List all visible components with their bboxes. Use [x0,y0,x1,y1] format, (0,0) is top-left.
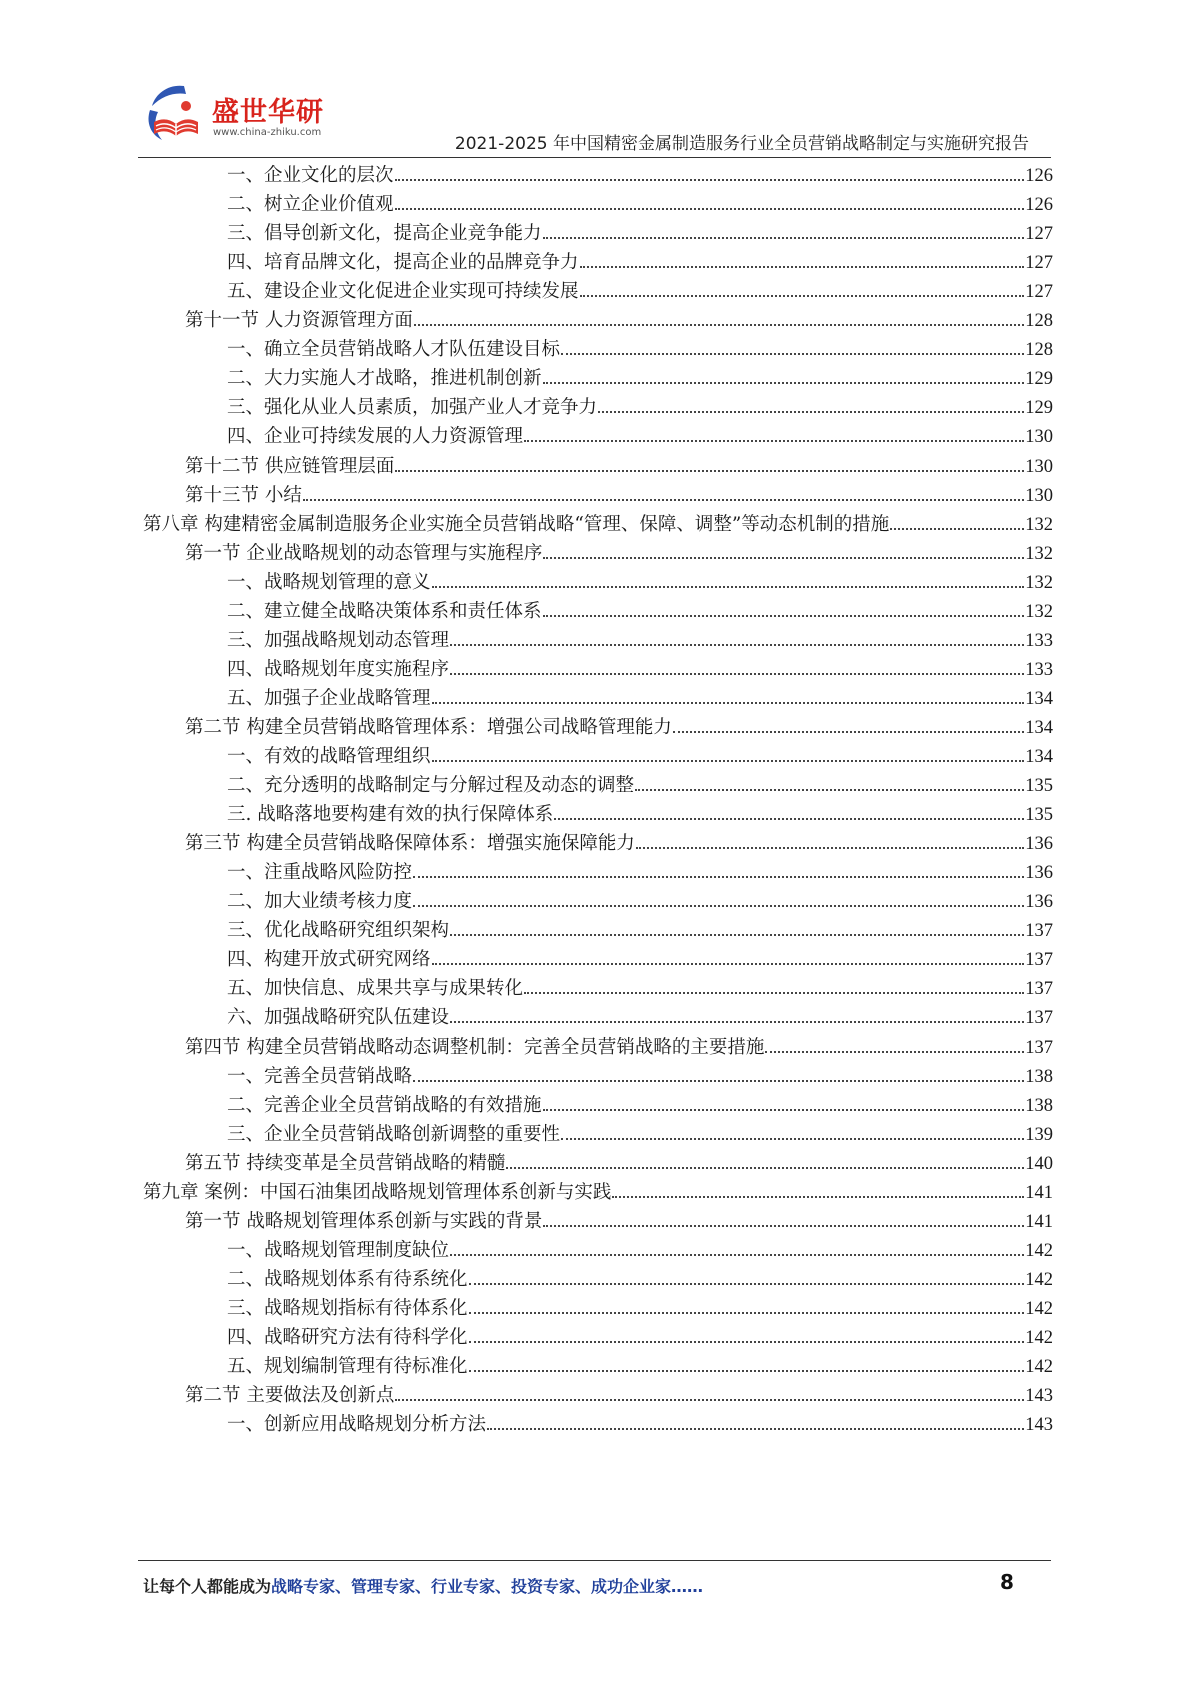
toc-entry[interactable] [227,1409,1053,1440]
toc-entry[interactable] [185,1032,1053,1063]
toc-entry-title: 第三节 构建全员营销战略保障体系：增强实施保障能力 [185,833,635,855]
toc-entry-title: 第十三节 小结 [185,484,302,506]
toc-entry[interactable] [227,799,1053,830]
toc-leader-dots [450,1242,1024,1256]
toc-entry-page: 136 [1025,863,1053,884]
toc-entry-page: 136 [1025,834,1053,855]
toc-entry-page: 142 [1025,1269,1053,1290]
toc-entry-title: 第九章 案例：中国石油集团战略规划管理体系创新与实践 [143,1181,612,1203]
toc-entry[interactable] [227,886,1053,917]
toc-leader-dots [450,922,1024,936]
toc-entry-page: 127 [1025,224,1053,245]
toc-entry-page: 140 [1025,1153,1053,1174]
toc-entry[interactable] [227,944,1053,975]
page-number: 8 [1000,1570,1014,1594]
toc-leader-dots [413,864,1024,878]
toc-entry-title: 第一节 企业战略规划的动态管理与实施程序 [185,542,543,564]
toc-entry[interactable] [143,509,1053,540]
toc-leader-dots [432,748,1025,762]
toc-entry[interactable] [227,1264,1053,1295]
toc-entry-page: 137 [1025,921,1053,942]
toc-entry[interactable] [185,305,1053,336]
toc-leader-dots [543,225,1025,239]
toc-entry[interactable] [227,1293,1053,1324]
report-title: 2021-2025 年中国精密金属制造服务行业全员营销战略制定与实施研究报告 [454,134,1029,154]
toc-entry-title: 第八章 构建精密金属制造服务企业实施全员营销战略“管理、保障、调整”等动态机制的措施 [143,513,890,535]
toc-entry[interactable] [227,334,1053,365]
toc-leader-dots [890,516,1024,530]
toc-entry-title: 四、战略研究方法有待科学化 [227,1327,468,1348]
toc-entry-page: 135 [1025,776,1053,797]
toc-entry-page: 133 [1025,630,1053,651]
toc-leader-dots [450,632,1024,646]
toc-entry-page: 132 [1025,572,1053,593]
toc-entry[interactable] [227,189,1053,220]
toc-entry-page: 129 [1025,369,1053,390]
toc-entry-page: 137 [1025,1037,1053,1058]
toc-leader-dots [414,312,1024,326]
toc-leader-dots [636,835,1024,849]
toc-entry[interactable] [227,770,1053,801]
footer-slogan [143,1574,703,1597]
toc-leader-dots [543,1097,1025,1111]
toc-entry-page: 127 [1025,253,1053,274]
toc-leader-dots [765,1039,1024,1053]
header-divider [138,157,1051,158]
toc-leader-dots [487,1416,1024,1430]
toc-entry-page: 138 [1025,1095,1053,1116]
toc-entry[interactable] [227,160,1053,191]
toc-entry-title: 一、注重战略风险防控 [227,862,413,884]
toc-entry[interactable] [227,1119,1053,1150]
slogan-highlight: 战略专家、管理专家、行业专家、投资专家、成功企业家…… [271,1577,704,1596]
toc-entry-title: 第二节 主要做法及创新点 [185,1385,395,1407]
toc-entry[interactable] [227,1002,1053,1033]
toc-entry-page: 134 [1025,717,1053,738]
toc-entry[interactable] [143,1177,1053,1208]
toc-entry-title: 四、构建开放式研究网络 [227,949,431,971]
toc-entry-page: 130 [1025,456,1053,477]
toc-entry-page: 137 [1025,950,1053,971]
toc-entry[interactable] [185,538,1053,569]
toc-entry-page: 143 [1025,1415,1053,1436]
toc-leader-dots [561,341,1024,355]
toc-leader-dots [506,1155,1024,1169]
toc-entry-title: 一、完善全员营销战略 [227,1065,413,1087]
slogan-lead: 让每个人都能成为 [143,1577,272,1596]
toc-entry[interactable] [227,915,1053,946]
toc-entry[interactable] [227,857,1053,888]
toc-entry[interactable] [185,480,1053,511]
toc-leader-dots [303,487,1024,501]
toc-leader-dots [395,458,1024,472]
toc-entry-page: 141 [1025,1182,1053,1203]
toc-entry[interactable] [227,218,1053,249]
toc-entry[interactable] [227,1235,1053,1266]
company-logo [140,82,370,148]
footer-divider [138,1560,1051,1561]
toc-entry-title: 二、完善企业全员营销战略的有效措施 [227,1094,542,1116]
toc-leader-dots [543,603,1025,617]
toc-entry-page: 134 [1025,688,1053,709]
toc-entry[interactable] [227,741,1053,772]
toc-entry-title: 四、企业可持续发展的人力资源管理 [227,426,524,448]
toc-entry-title: 五、加快信息、成果共享与成果转化 [227,978,524,1000]
toc-entry-title: 第十一节 人力资源管理方面 [185,310,413,332]
toc-entry-page: 134 [1025,747,1053,767]
toc-entry-title: 三、倡导创新文化，提高企业竞争能力 [227,223,542,245]
toc-entry-page: 142 [1025,1240,1053,1261]
toc-entry-title: 六、加强战略研究队伍建设 [227,1007,450,1029]
toc-entry-page: 142 [1025,1328,1053,1348]
toc-entry-title: 五、规划编制管理有待标准化 [227,1356,468,1378]
toc-entry-title: 三. 战略落地要构建有效的执行保障体系 [227,804,554,826]
toc-entry-page: 137 [1025,1008,1053,1029]
toc-entry[interactable] [227,1061,1053,1092]
toc-entry-title: 五、加强子企业战略管理 [227,687,431,709]
toc-leader-dots [635,777,1024,791]
toc-leader-dots [580,283,1025,297]
toc-leader-dots [432,951,1025,965]
toc-entry-title: 一、战略规划管理的意义 [227,571,431,593]
toc-entry-page: 143 [1025,1386,1053,1407]
toc-entry-page: 133 [1025,659,1053,680]
toc-entry-title: 第十二节 供应链管理层面 [185,455,395,477]
toc-entry-title: 三、加强战略规划动态管理 [227,629,450,651]
toc-leader-dots [469,1358,1025,1372]
toc-entry-page: 139 [1025,1124,1053,1145]
toc-entry[interactable] [227,1322,1053,1353]
toc-leader-dots [580,254,1025,268]
toc-entry[interactable] [227,247,1053,278]
toc-entry-title: 三、企业全员营销战略创新调整的重要性 [227,1123,561,1145]
toc-entry-title: 二、建立健全战略决策体系和责任体系 [227,600,542,622]
toc-entry-page: 126 [1025,195,1053,216]
toc-entry-title: 三、强化从业人员素质，加强产业人才竞争力 [227,397,598,419]
toc-leader-dots [469,1300,1025,1314]
toc-entry[interactable] [185,712,1053,743]
toc-entry[interactable] [227,596,1053,627]
toc-leader-dots [561,1126,1024,1140]
logo-name: 盛世华研 [212,97,324,128]
toc-entry[interactable] [185,1148,1053,1179]
toc-entry-title: 三、优化战略研究组织架构 [227,920,450,942]
toc-entry-title: 第四节 构建全员营销战略动态调整机制：完善全员营销战略的主要措施 [185,1036,765,1058]
toc-leader-dots [543,1213,1024,1227]
toc-leader-dots [395,196,1025,210]
toc-entry-title: 一、有效的战略管理组织 [227,746,431,767]
toc-entry[interactable] [227,363,1053,394]
toc-leader-dots [554,806,1024,820]
toc-entry-page: 141 [1025,1211,1053,1232]
toc-entry[interactable] [227,1351,1053,1382]
toc-entry-page: 128 [1025,311,1053,332]
toc-entry-title: 一、确立全员营销战略人才队伍建设目标 [227,339,561,361]
toc-entry-title: 四、战略规划年度实施程序 [227,658,450,680]
toc-entry-page: 127 [1025,282,1053,303]
books-logo-icon [140,82,210,148]
toc-entry[interactable] [227,421,1053,452]
toc-entry-page: 132 [1025,601,1053,622]
toc-leader-dots [432,690,1025,704]
toc-entry[interactable] [185,1380,1053,1411]
toc-entry[interactable] [185,1206,1053,1237]
toc-leader-dots [413,893,1024,907]
toc-leader-dots [395,167,1025,181]
toc-entry-page: 135 [1025,805,1053,826]
toc-entry[interactable] [227,625,1053,656]
toc-leader-dots [432,574,1025,588]
logo-url: www.china-zhiku.com [213,127,322,138]
toc-leader-dots [598,399,1024,413]
toc-leader-dots [524,428,1024,442]
toc-entry[interactable] [227,654,1053,685]
toc-entry-page: 126 [1025,166,1053,186]
page-header [0,0,1191,160]
toc-entry-title: 一、战略规划管理制度缺位 [227,1239,450,1261]
toc-entry-page: 132 [1025,514,1053,535]
toc-leader-dots [469,1271,1025,1285]
toc-entry-title: 二、大力实施人才战略，推进机制创新 [227,368,542,390]
toc-entry-title: 一、创新应用战略规划分析方法 [227,1414,487,1436]
toc-entry-title: 一、企业文化的层次 [227,165,394,186]
toc-entry-page: 130 [1025,427,1053,448]
toc-entry-title: 第一节 战略规划管理体系创新与实践的背景 [185,1210,543,1232]
toc-entry-page: 130 [1025,485,1053,506]
toc-entry-page: 137 [1025,979,1053,1000]
toc-entry-page: 142 [1025,1298,1053,1319]
toc-entry-page: 138 [1025,1066,1053,1087]
toc-entry[interactable] [227,1090,1053,1121]
toc-leader-dots [673,719,1024,733]
toc-entry[interactable] [227,567,1053,598]
toc-leader-dots [612,1184,1024,1198]
toc-entry[interactable] [185,828,1053,859]
toc-entry-title: 二、充分透明的战略制定与分解过程及动态的调整 [227,775,635,797]
toc-entry-page: 132 [1025,543,1053,564]
toc-entry[interactable] [227,973,1053,1004]
toc-leader-dots [450,661,1024,675]
toc-entry-page: 128 [1025,340,1053,361]
toc-leader-dots [543,545,1024,559]
toc-leader-dots [543,370,1025,384]
toc-entry[interactable] [227,276,1053,307]
toc-leader-dots [469,1329,1025,1343]
toc-leader-dots [413,1068,1024,1082]
toc-entry-title: 五、建设企业文化促进企业实现可持续发展 [227,281,579,303]
toc-entry-title: 二、树立企业价值观 [227,194,394,216]
toc-leader-dots [524,980,1024,994]
toc-entry-title: 二、战略规划体系有待系统化 [227,1268,468,1290]
toc-entry-title: 第五节 持续变革是全员营销战略的精髓 [185,1152,506,1174]
toc-entry-title: 三、战略规划指标有待体系化 [227,1297,468,1319]
toc-leader-dots [450,1009,1024,1023]
toc-entry-page: 136 [1025,892,1053,913]
toc-entry-page: 142 [1025,1357,1053,1378]
toc-entry[interactable] [227,392,1053,423]
toc-entry-title: 二、加大业绩考核力度 [227,891,413,913]
toc-leader-dots [395,1387,1024,1401]
toc-entry[interactable] [227,683,1053,714]
toc-entry-page: 129 [1025,398,1053,419]
toc-entry-title: 第二节 构建全员营销战略管理体系：增强公司战略管理能力 [185,716,672,738]
toc-entry-title: 四、培育品牌文化，提高企业的品牌竞争力 [227,252,579,274]
toc-entry[interactable] [185,451,1053,482]
